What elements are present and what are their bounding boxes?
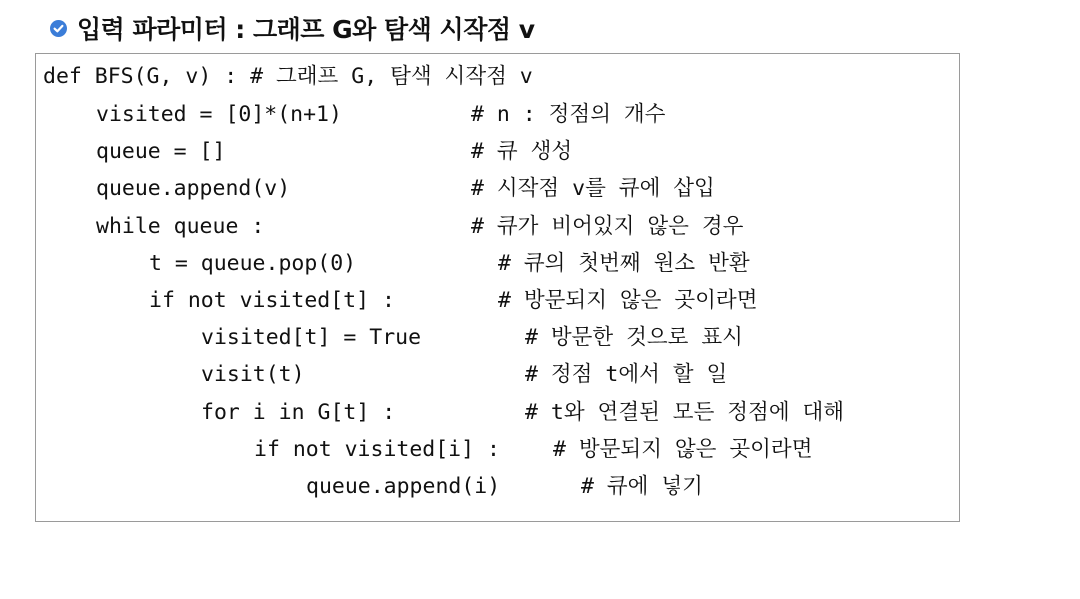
section-heading — [50, 10, 535, 46]
code-comment: # 정점 t에서 할 일 — [525, 362, 728, 387]
code-line — [36, 136, 573, 168]
code-line — [36, 211, 744, 243]
code-comment: # 방문되지 않은 곳이라면 — [498, 288, 758, 313]
code-statement: queue.append(v) — [96, 176, 291, 201]
code-statement: if not visited[t] : — [149, 288, 395, 313]
code-comment: # 큐의 첫번째 원소 반환 — [498, 251, 750, 276]
code-statement: visited[t] = True — [201, 325, 422, 350]
code-line — [36, 359, 728, 391]
code-comment: # 시작점 v를 큐에 삽입 — [471, 176, 715, 201]
code-statement: if not visited[i] : — [254, 437, 500, 462]
code-line — [43, 61, 533, 93]
code-line — [36, 173, 715, 205]
code-statement: for i in G[t] : — [201, 400, 396, 425]
code-comment: # 큐가 비어있지 않은 경우 — [471, 214, 744, 239]
code-line — [36, 322, 743, 354]
code-comment: # 큐에 넣기 — [581, 474, 703, 499]
code-line — [36, 248, 750, 280]
code-comment: # 방문한 것으로 표시 — [525, 325, 743, 350]
code-statement: while queue : — [96, 214, 265, 239]
code-statement: queue.append(i) — [306, 474, 501, 499]
code-comment: # t와 연결된 모든 정점에 대해 — [525, 400, 845, 425]
code-statement: visited = [0]*(n+1) — [96, 102, 342, 127]
check-bullet-icon — [50, 20, 67, 37]
code-statement: def BFS(G, v) : # 그래프 G, 탐색 시작점 v — [43, 64, 533, 89]
code-line — [36, 99, 666, 131]
heading-title: 입력 파라미터 : 그래프 G와 탐색 시작점 v — [77, 15, 535, 44]
code-comment: # n : 정점의 개수 — [471, 102, 666, 127]
code-line — [36, 397, 845, 429]
code-comment: # 큐 생성 — [471, 139, 573, 164]
code-block — [35, 53, 960, 522]
code-line — [36, 434, 813, 466]
code-line — [36, 471, 703, 503]
code-statement: queue = [] — [96, 139, 226, 164]
code-comment: # 방문되지 않은 곳이라면 — [553, 437, 813, 462]
code-line — [36, 285, 758, 317]
code-statement: visit(t) — [201, 362, 305, 387]
code-statement: t = queue.pop(0) — [149, 251, 357, 276]
